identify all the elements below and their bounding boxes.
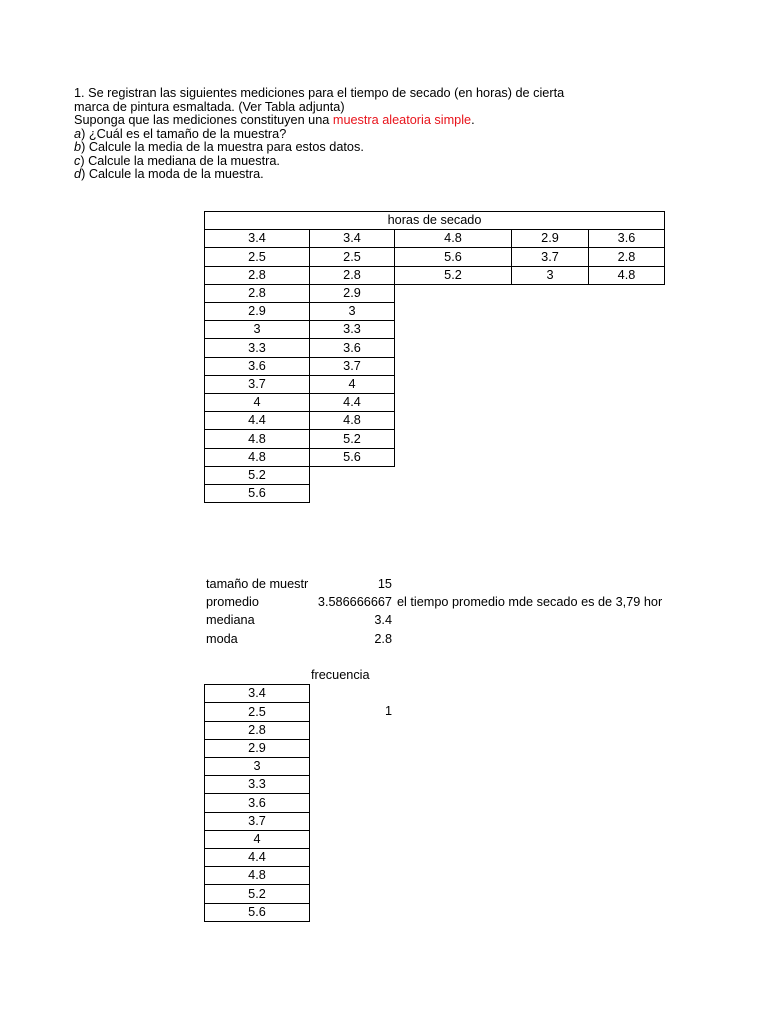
table-cell: 2.8 xyxy=(204,266,310,285)
question-item-b xyxy=(74,141,564,155)
question-item-c xyxy=(74,155,564,169)
question-line-3 xyxy=(74,114,564,128)
stat-value: 3.4 xyxy=(374,613,392,627)
table-cell: 2.5 xyxy=(204,247,310,267)
table-cell: 3.3 xyxy=(204,338,310,358)
table-cell: 4.8 xyxy=(309,411,395,430)
item-text: ) Calcule la mediana de la muestra. xyxy=(80,153,280,168)
stat-row-median xyxy=(0,611,768,629)
stat-label: mediana xyxy=(206,613,255,627)
item-letter: d xyxy=(74,167,82,181)
frequency-value-cell: 4 xyxy=(204,830,310,849)
table-cell: 2.8 xyxy=(309,266,395,285)
item-text: ) Calcule la media de la muestra para estos datos. xyxy=(81,140,364,154)
stat-label: moda xyxy=(206,632,238,646)
question-line-3-end: . xyxy=(471,113,475,127)
table-cell: 2.5 xyxy=(309,247,395,267)
table-cell: 4.8 xyxy=(588,266,665,285)
item-text: ) ¿Cuál es el tamaño de la muestra? xyxy=(81,126,287,141)
table-cell: 4.4 xyxy=(204,411,310,430)
table-cell: 5.2 xyxy=(309,429,395,449)
frequency-value-cell: 4.8 xyxy=(204,866,310,885)
question-text xyxy=(74,87,564,182)
table-cell: 5.2 xyxy=(204,466,310,485)
frequency-count: 1 xyxy=(384,704,392,718)
table-cell: 5.6 xyxy=(204,484,310,503)
table-cell: 2.8 xyxy=(204,284,310,303)
item-letter: c xyxy=(74,153,81,168)
question-line-3-start: Suponga que las mediciones constituyen una xyxy=(74,113,333,127)
stat-row-mean xyxy=(0,593,768,611)
frequency-value-cell: 3.3 xyxy=(204,775,310,794)
table-cell: 3 xyxy=(511,266,589,285)
table-cell: 2.9 xyxy=(511,229,589,248)
question-line-2: marca de pintura esmaltada. (Ver Tabla adjunta) xyxy=(74,99,345,114)
table-cell: 2.9 xyxy=(309,284,395,303)
frequency-value-cell: 2.8 xyxy=(204,721,310,740)
stat-note: el tiempo promedio mde secado es de 3,79 hor xyxy=(397,595,663,609)
table-cell: 4 xyxy=(309,375,395,394)
table-cell: 3.6 xyxy=(204,357,310,376)
stat-row-sample-size xyxy=(0,575,768,593)
frequency-value-cell: 2.5 xyxy=(204,702,310,722)
stat-label: tamaño de muestr xyxy=(206,577,309,591)
item-text: ) Calcule la moda de la muestra. xyxy=(81,167,264,181)
frequency-value-cell: 3.7 xyxy=(204,812,310,831)
table-cell: 2.9 xyxy=(204,302,310,321)
table-cell: 4.8 xyxy=(204,429,310,449)
frequency-label: frecuencia xyxy=(311,668,370,682)
table-cell: 3.4 xyxy=(204,229,310,248)
table-cell: 5.2 xyxy=(394,266,512,285)
table-cell: 2.8 xyxy=(588,247,665,267)
item-letter: b xyxy=(74,140,82,154)
question-line-1: 1. Se registran las siguientes mediciones para el tiempo de secado (en horas) de cierta xyxy=(74,86,565,100)
table-cell: 3.3 xyxy=(309,320,395,339)
frequency-value-cell: 3.6 xyxy=(204,793,310,813)
table-cell: 3.6 xyxy=(588,229,665,248)
table-cell: 3 xyxy=(309,302,395,321)
table-cell: 3.7 xyxy=(204,375,310,394)
question-item-d xyxy=(74,168,564,182)
stat-value: 2.8 xyxy=(374,632,392,646)
table-cell: 4.8 xyxy=(394,229,512,248)
frequency-value-cell: 5.2 xyxy=(204,884,310,904)
table-cell: 5.6 xyxy=(309,448,395,467)
table-cell: 3.7 xyxy=(309,357,395,376)
frequency-value-cell: 5.6 xyxy=(204,903,310,922)
frequency-value-cell: 4.4 xyxy=(204,848,310,867)
table-cell: 3 xyxy=(204,320,310,339)
stat-label: promedio xyxy=(206,595,259,609)
table-header: horas de secado xyxy=(204,211,665,230)
table-cell: 4.4 xyxy=(309,393,395,412)
stat-value: 3.586666667 xyxy=(317,595,392,609)
item-letter: a xyxy=(74,126,82,141)
frequency-value-cell: 3.4 xyxy=(204,684,310,703)
table-cell: 3.7 xyxy=(511,247,589,267)
table-cell: 4 xyxy=(204,393,310,412)
question-item-a xyxy=(74,128,564,142)
table-cell: 3.6 xyxy=(309,338,395,358)
stat-value: 15 xyxy=(377,577,392,591)
table-cell: 4.8 xyxy=(204,448,310,467)
table-cell: 5.6 xyxy=(394,247,512,267)
frequency-value-cell: 3 xyxy=(204,757,310,776)
frequency-value-cell: 2.9 xyxy=(204,739,310,758)
stat-row-mode xyxy=(0,630,768,648)
highlighted-term: muestra aleatoria simple xyxy=(332,113,472,127)
table-cell: 3.4 xyxy=(309,229,395,248)
